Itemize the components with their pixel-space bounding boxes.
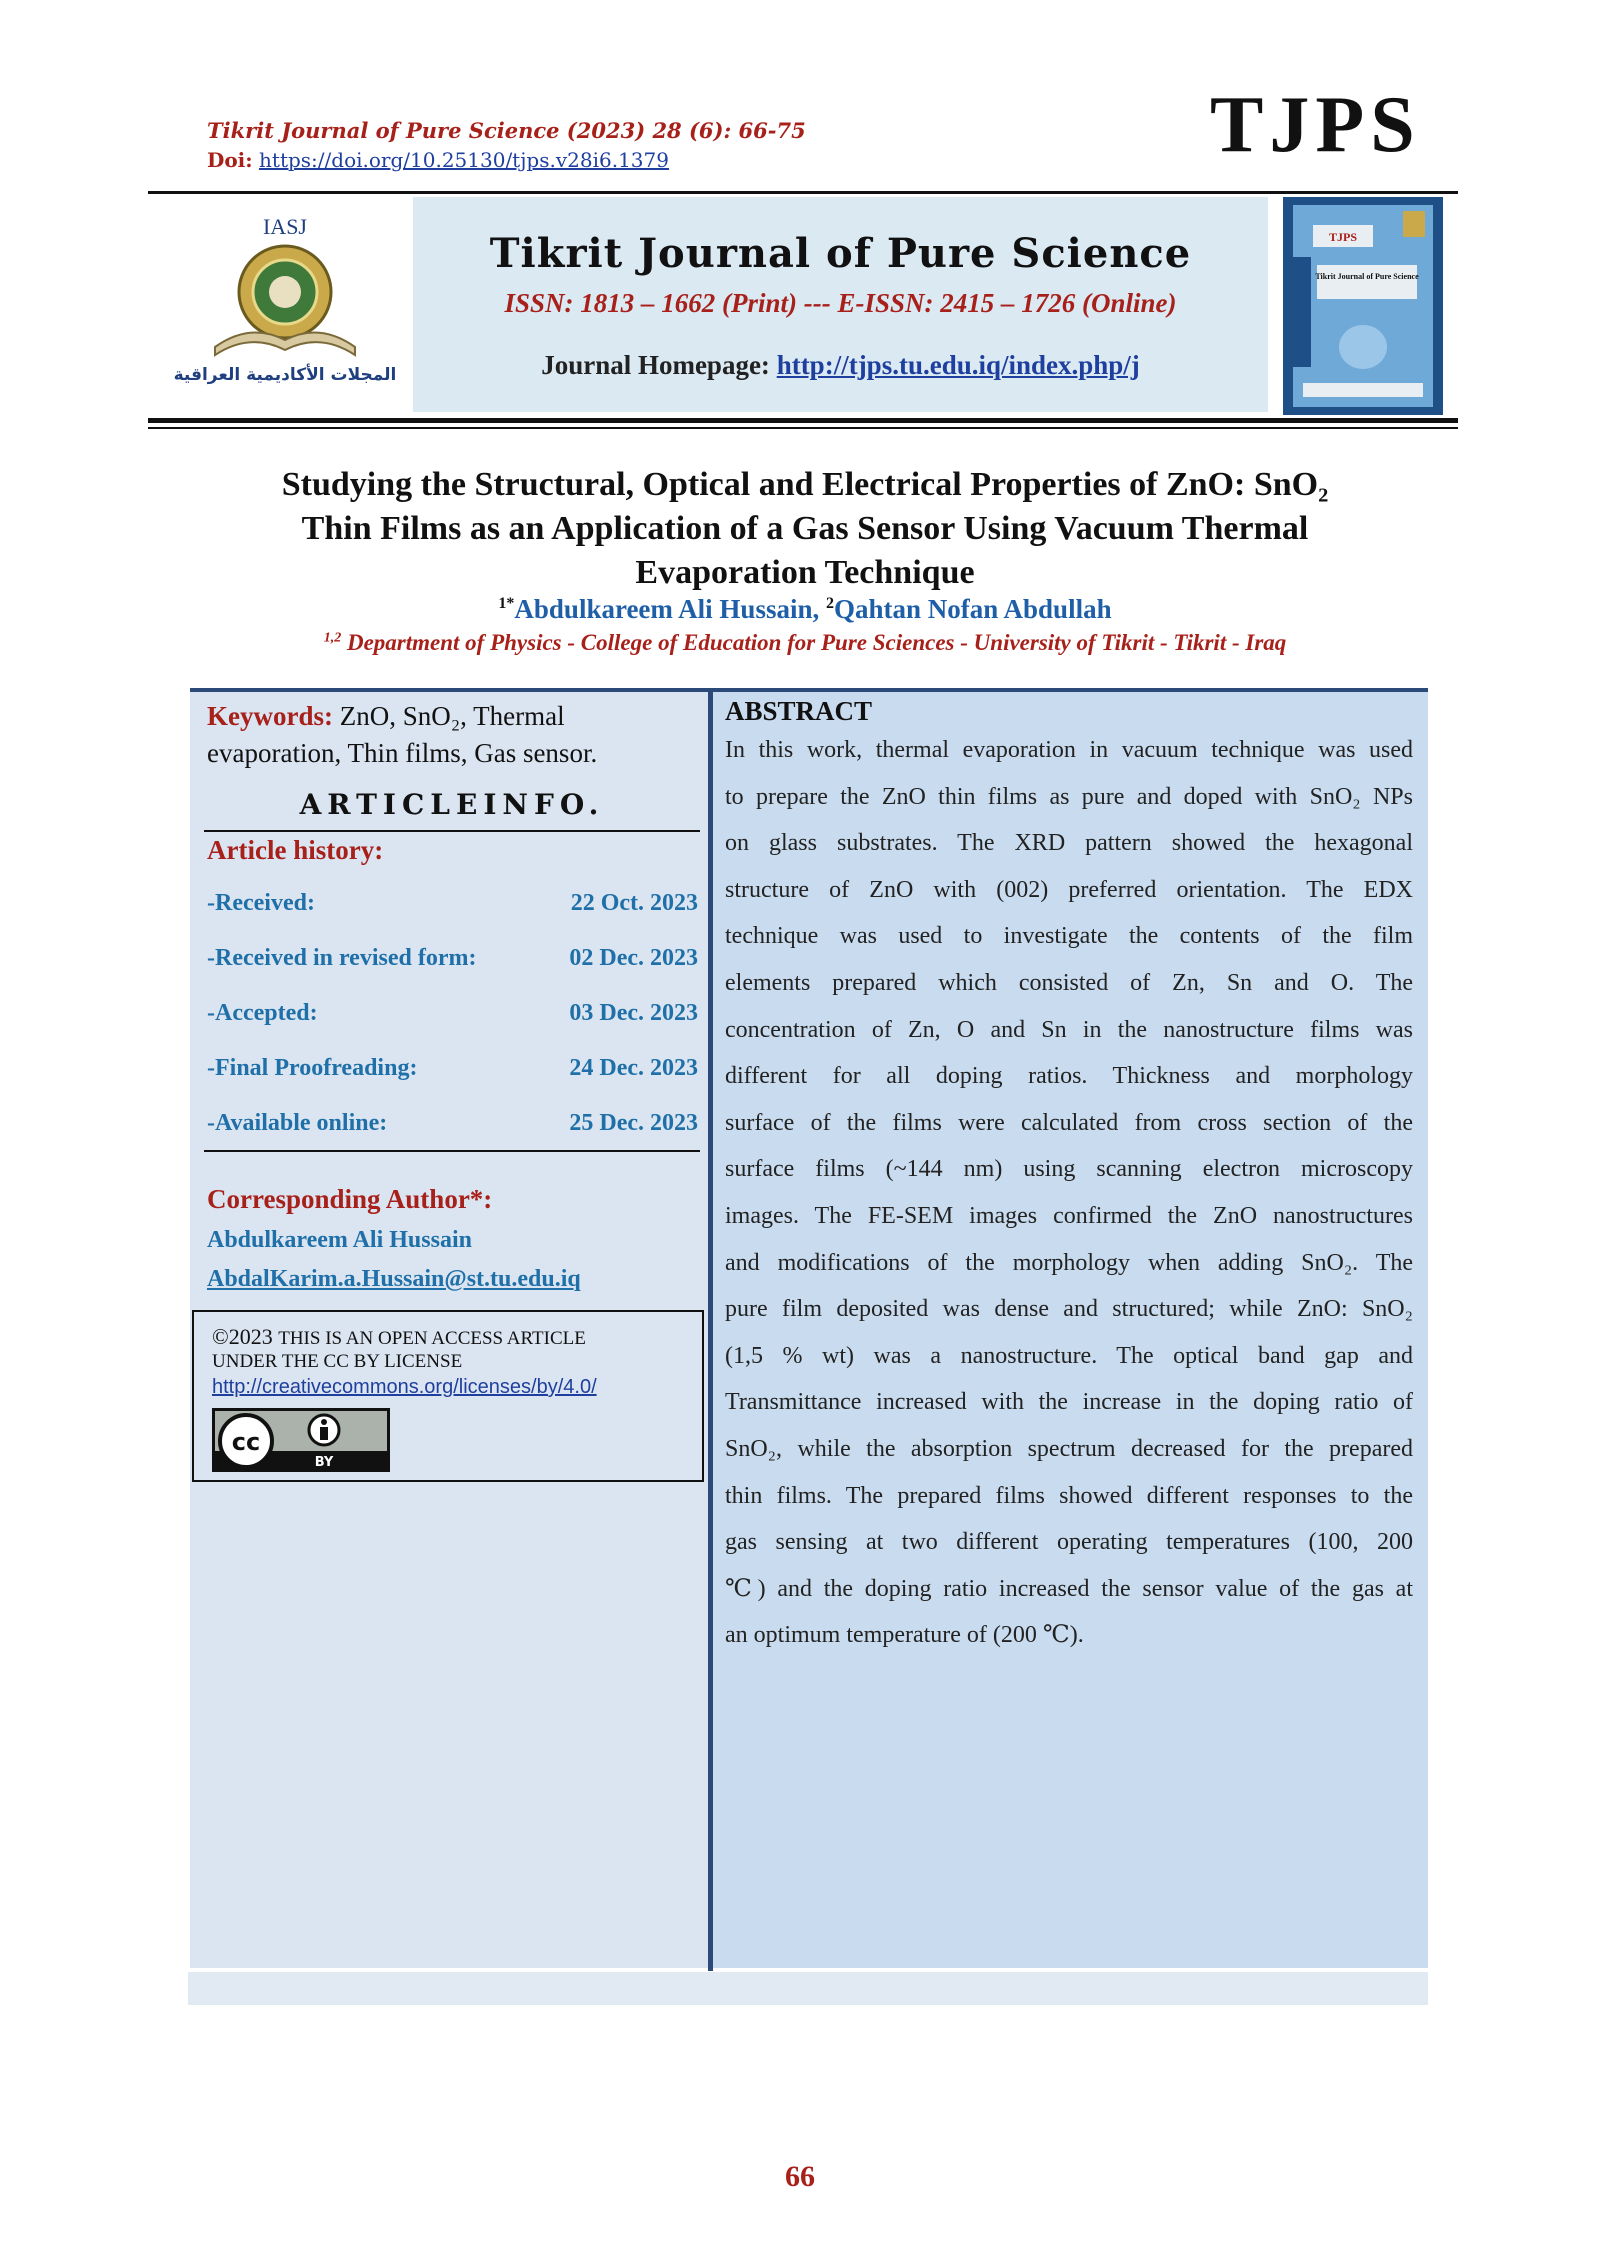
article-title — [180, 463, 1430, 595]
abstract-line: ℃) and the doping ratio increased the sensor value of the gas at — [725, 1575, 1413, 1602]
keywords-text: ZnO, SnO₂, Thermal — [339, 701, 565, 731]
abstract-line: concentration of Zn, O and Sn in the nanostructure films was — [725, 1016, 1413, 1043]
history-revised-label: -Received in revised form: — [207, 945, 477, 971]
abstract-line: elements prepared which consisted of Zn, Sn and O. The — [725, 969, 1413, 996]
history-received-date: 22 Oct. 2023 — [570, 890, 698, 916]
info-rule — [204, 1150, 700, 1152]
svg-text:cc: cc — [231, 1428, 261, 1456]
doi-link[interactable]: https://doi.org/10.25130/tjps.v28i6.1379 — [259, 148, 669, 172]
license-line — [212, 1324, 586, 1350]
cc-by-badge[interactable] — [212, 1408, 390, 1472]
abstract-line: SnO₂, while the absorption spectrum decreased for the prepared — [725, 1435, 1413, 1462]
abstract-line: thin films. The prepared films showed different responses to the — [725, 1482, 1413, 1509]
abstract-line: to prepare the ZnO thin films as pure and doped with SnO₂ NPs — [725, 783, 1413, 810]
author-list — [180, 594, 1430, 625]
abstract-line: (1,5 % wt) was a nanostructure. The optical band gap and — [725, 1342, 1413, 1369]
journal-name: Tikrit Journal of Pure Science — [489, 230, 1192, 277]
abstract-line: Transmittance increased with the increase in the doping ratio of — [725, 1389, 1413, 1416]
history-online-label: -Available online: — [207, 1110, 388, 1136]
journal-brand: TJPS — [1210, 81, 1421, 169]
abstract-heading: ABSTRACT — [725, 696, 873, 726]
doi-line — [207, 148, 669, 172]
keywords — [207, 698, 697, 772]
history-received-label: -Received: — [207, 890, 315, 916]
doi-label: Doi: — [207, 148, 253, 172]
keywords-text: evaporation, Thin films, Gas sensor. — [207, 738, 598, 768]
article-history-label: Article history: — [207, 835, 384, 865]
author-superscript: 1* — [498, 595, 515, 612]
title-line: Studying the Structural, Optical and Electrical Properties of ZnO: SnO₂ — [281, 466, 1329, 503]
keywords-label: Keywords: — [207, 701, 333, 731]
cc-by-label: BY — [314, 1455, 334, 1470]
abstract-line: In this work, thermal evaporation in vacuum technique was used — [725, 737, 1413, 763]
history-proofreading-label: -Final Proofreading: — [207, 1055, 418, 1081]
history-accepted-label: -Accepted: — [207, 1000, 318, 1026]
banner-rule-thick — [148, 418, 1458, 423]
abstract-line: surface of the films were calculated from cross section of the — [725, 1109, 1413, 1136]
affiliation — [180, 630, 1430, 656]
history-online-date: 25 Dec. 2023 — [569, 1110, 698, 1136]
homepage-line — [413, 350, 1268, 381]
abstract-line: and modifications of the morphology when adding SnO₂. The — [725, 1249, 1413, 1276]
abstract-line: surface films (~144 nm) using scanning electron microscopy — [725, 1156, 1413, 1183]
title-line: Thin Films as an Application of a Gas Sensor Using Vacuum Thermal — [301, 510, 1309, 547]
abstract-line: structure of ZnO with (002) preferred orientation. The EDX — [725, 876, 1413, 903]
panel-bottom-strip — [188, 1972, 1428, 2005]
header-rule — [148, 191, 1458, 194]
journal-citation: Tikrit Journal of Pure Science (2023) 28 (6): 66-75 — [207, 118, 806, 143]
corresponding-author-name: Abdulkareem Ali Hussain — [207, 1227, 472, 1253]
affiliation-superscript: 1,2 — [323, 630, 342, 646]
corresponding-author-label: Corresponding Author*: — [207, 1184, 493, 1214]
abstract-line: technique was used to investigate the contents of the film — [725, 923, 1413, 950]
homepage-label: Journal Homepage: — [541, 350, 770, 380]
journal-cover-image — [1283, 197, 1443, 415]
author-name: Qahtan Nofan Abdullah — [833, 594, 1112, 624]
banner-rule-thin — [148, 427, 1458, 429]
history-proofreading-date: 24 Dec. 2023 — [569, 1055, 698, 1081]
iasj-arabic-label: المجلات الأكاديمية العراقية — [173, 365, 397, 385]
abstract-line: different for all doping ratios. Thickness and morphology — [725, 1063, 1413, 1090]
history-revised-date: 02 Dec. 2023 — [569, 945, 698, 971]
abstract-line: images. The FE-SEM images confirmed the ZnO nanostructures — [725, 1202, 1413, 1229]
history-accepted-date: 03 Dec. 2023 — [569, 1000, 698, 1026]
panel-top-rule — [190, 688, 1428, 692]
page-number: 66 — [785, 2160, 815, 2193]
abstract-line: pure film deposited was dense and structured; while ZnO: SnO₂ — [725, 1296, 1413, 1323]
cover-title: TJPS — [1328, 230, 1358, 244]
homepage-link[interactable]: http://tjps.tu.edu.iq/index.php/j — [776, 350, 1140, 380]
license-link[interactable]: http://creativecommons.org/licenses/by/4.0/ — [212, 1376, 597, 1398]
article-info-heading: ARTICLEINFO. — [299, 788, 605, 821]
title-line: Evaporation Technique — [635, 554, 975, 591]
cover-subtitle: Tikrit Journal of Pure Science — [1315, 272, 1419, 281]
abstract-body — [725, 727, 1413, 1659]
abstract-line: gas sensing at two different operating temperatures (100, 200 — [725, 1529, 1413, 1556]
column-divider — [708, 688, 713, 1971]
author-name: Abdulkareem Ali Hussain, — [514, 594, 820, 624]
iasj-logo — [160, 212, 410, 387]
author-superscript: 2 — [825, 595, 834, 612]
license-year: ©2023 — [212, 1324, 273, 1349]
abstract-line: on glass substrates. The XRD pattern showed the hexagonal — [725, 830, 1413, 857]
issn-line: ISSN: 1813 – 1662 (Print) --- E-ISSN: 2415 – 1726 (Online) — [504, 288, 1177, 318]
license-text: UNDER THE CC BY LICENSE — [212, 1351, 463, 1372]
info-rule — [204, 830, 700, 832]
corresponding-author-email[interactable]: AbdalKarim.a.Hussain@st.tu.edu.iq — [207, 1266, 581, 1292]
abstract-line: an optimum temperature of (200 ℃). — [725, 1622, 1084, 1649]
iasj-logo-label: IASJ — [262, 214, 308, 239]
affiliation-text: Department of Physics - College of Education for Pure Sciences - University of Tikrit - Tikrit - Iraq — [346, 630, 1287, 655]
license-text: THIS IS AN OPEN ACCESS ARTICLE — [278, 1328, 586, 1349]
